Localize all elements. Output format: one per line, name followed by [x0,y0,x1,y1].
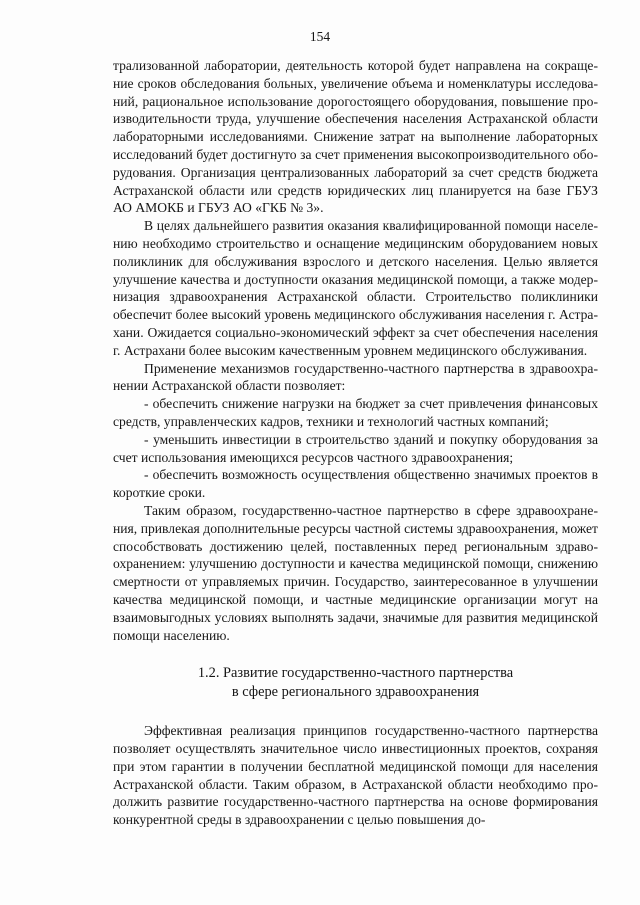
paragraph-continued: трализованной лаборатории, деятельность которой будет направлена на сокращение сроков обследования больных, увеличение объема и номенклатуры исследований, рациональное использование дорогостоящего оборудования, повышение производительности труда, улучшение обеспечения населения Астраханской области лабораторными исследованиями. Снижение затрат на выполнение лабораторных исследований будет достигнуто за счет применения высокопроизводительного оборудования. Организация централизованных лабораторий за счет средств бюджета Астраханской области или средств юридических лиц планируется на базе ГБУЗ АО АМОКБ и ГБУЗ АО «ГКБ № 3». [113,58,598,216]
paragraph-ppp-allows: Применение механизмов государственно-частного партнерства в здравоохранении Астраханской области позволяет: [113,360,598,394]
page-number: 154 [309,29,331,44]
paragraph-effective-implementation: Эффективная реализация принципов государственно-частного партнерства позволяет осуществлять значительное число инвестиционных проектов, сохраняя при этом гарантии в получении бесплатной медицинской помощи для населения Астраханской области. Таким образом, в Астраханской области необходимо продолжить развитие государственно-частного партнерства на основе формирования конкурентной среды в здравоохранении с целью повышения до- [113,723,598,828]
section-heading [113,664,598,702]
list-item-investments: - уменьшить инвестиции в строительство зданий и покупку оборудования за счет использования имеющихся ресурсов частного здравоохранения; [113,431,598,465]
section-heading-line2: в сфере регионального здравоохранения [231,684,480,701]
paragraph-polyclinics: В целях дальнейшего развития оказания квалифицированной помощи населению необходимо строительство и оснащение медицинским оборудованием новых поликлиник для обслуживания взрослого и детского населения. Целью является улучшение качества и доступности оказания медицинской помощи, а также модернизация здравоохранения Астраханской области. Строительство поликлиники обеспечит более высокий уровень медицинского обслуживания населения г. Астрахани. Ожидается социально-экономический эффект за счет обеспечения населения г. Астрахани более высоким качественным уровнем медицинского обслуживания. [113,218,598,358]
paragraph-conclusion: Таким образом, государственно-частное партнерство в сфере здравоохранения, привлекая дополнительные ресурсы частной системы здравоохранения, может способствовать достижению целей, поставленных перед региональным здравоохранением: улучшению доступности и качества медицинской помощи, снижению смертности от управляемых причин. Государство, заинтересованное в улучшении качества медицинской помощи, и частные медицинские организации могут на взаимовыгодных условиях выполнять задачи, значимые для развития медицинской помощи населению. [113,502,598,643]
list-item-projects: - обеспечить возможность осуществления общественно значимых проектов в короткие сроки. [113,467,598,501]
section-heading-line1: 1.2. Развитие государственно-частного партнерства [197,665,514,682]
list-item-budget: - обеспечить снижение нагрузки на бюджет за счет привлечения финансовых средств, управленческих кадров, техники и технологий частных компаний; [113,396,598,429]
document-body [113,57,598,829]
